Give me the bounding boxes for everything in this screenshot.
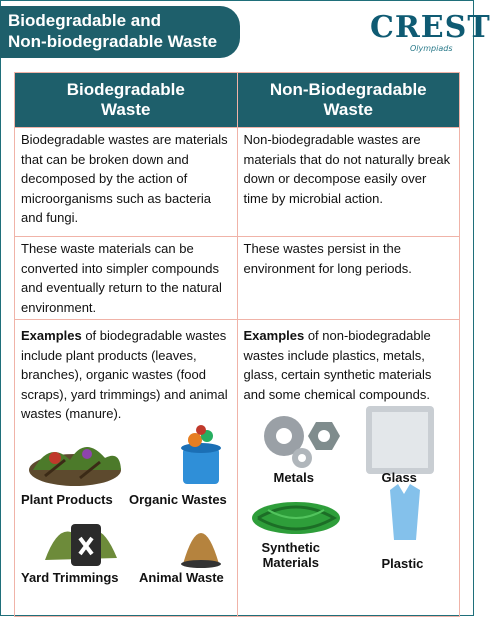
glass-image (364, 404, 436, 476)
examples-biodegradable-body: of biodegradable wastes include plant products (leaves, branches), organic wastes (food scraps), yard trimmings) and animal wastes (manure). (21, 328, 228, 421)
caption-animal-waste: Animal Waste (139, 569, 224, 585)
examples-non-biodegradable-text (244, 326, 454, 404)
table-header-row (15, 73, 460, 128)
logo-word: CREST (370, 10, 491, 45)
title-line-1: Biodegradable and (8, 11, 162, 30)
examples-label: Examples (243, 328, 305, 343)
organic-wastes-image (171, 422, 231, 488)
col-header-biodegradable (15, 73, 238, 128)
table-row-examples (15, 320, 460, 617)
comparison-table (14, 72, 460, 617)
examples-label: Examples (21, 328, 82, 343)
col1-header-line1: Biodegradable (66, 80, 185, 99)
col-header-non-biodegradable (237, 73, 460, 128)
crest-logo (370, 10, 491, 56)
caption-glass: Glass (381, 470, 417, 485)
biodegradable-images (21, 430, 231, 610)
non-biodegradable-images (244, 410, 454, 590)
examples-biodegradable-text (21, 326, 231, 424)
examples-non-biodegradable-body: of non-biodegradable wastes include plastics, metals, glass, certain synthetic materials and some chemical compounds. (243, 328, 432, 402)
persistence-non-biodegradable: These wastes persist in the environment for long periods. (237, 237, 460, 320)
caption-synthetic-materials (262, 540, 321, 570)
col1-header-line2: Waste (101, 100, 151, 119)
synthetic-materials-image (248, 496, 344, 538)
caption-synthetic-line1: Synthetic (261, 540, 321, 555)
plastic-image (384, 480, 426, 544)
caption-yard-trimmings: Yard Trimmings (21, 569, 119, 585)
animal-waste-image (179, 508, 223, 568)
page-title (0, 6, 240, 58)
examples-non-biodegradable-cell (237, 320, 460, 617)
title-line-2: Non-biodegradable Waste (8, 32, 218, 51)
metals-image (254, 408, 350, 470)
table-row (15, 128, 460, 237)
definition-biodegradable: Biodegradable wastes are materials that can be broken down and decomposed by the action of microorganisms such as bacteria and fungi. (15, 128, 238, 237)
definition-non-biodegradable: Non-biodegradable wastes are materials that do not naturally break down or decompose easily over time by microbial action. (237, 128, 460, 237)
persistence-biodegradable: These waste materials can be converted into simpler compounds and eventually return to the natural environment. (15, 237, 238, 320)
caption-plastic: Plastic (381, 556, 424, 571)
yard-trimmings-image (41, 510, 121, 570)
examples-biodegradable-cell (15, 320, 238, 617)
col2-header-line2: Waste (323, 100, 373, 119)
logo-tagline: Olympiads (410, 44, 453, 53)
caption-organic-wastes: Organic Wastes (129, 491, 227, 507)
caption-plant-products: Plant Products (21, 491, 113, 507)
col2-header-line1: Non-Biodegradable (269, 80, 427, 99)
caption-synthetic-line2: Materials (262, 555, 319, 570)
table-row (15, 237, 460, 320)
caption-metals: Metals (273, 470, 314, 485)
plant-products-image (25, 430, 125, 488)
